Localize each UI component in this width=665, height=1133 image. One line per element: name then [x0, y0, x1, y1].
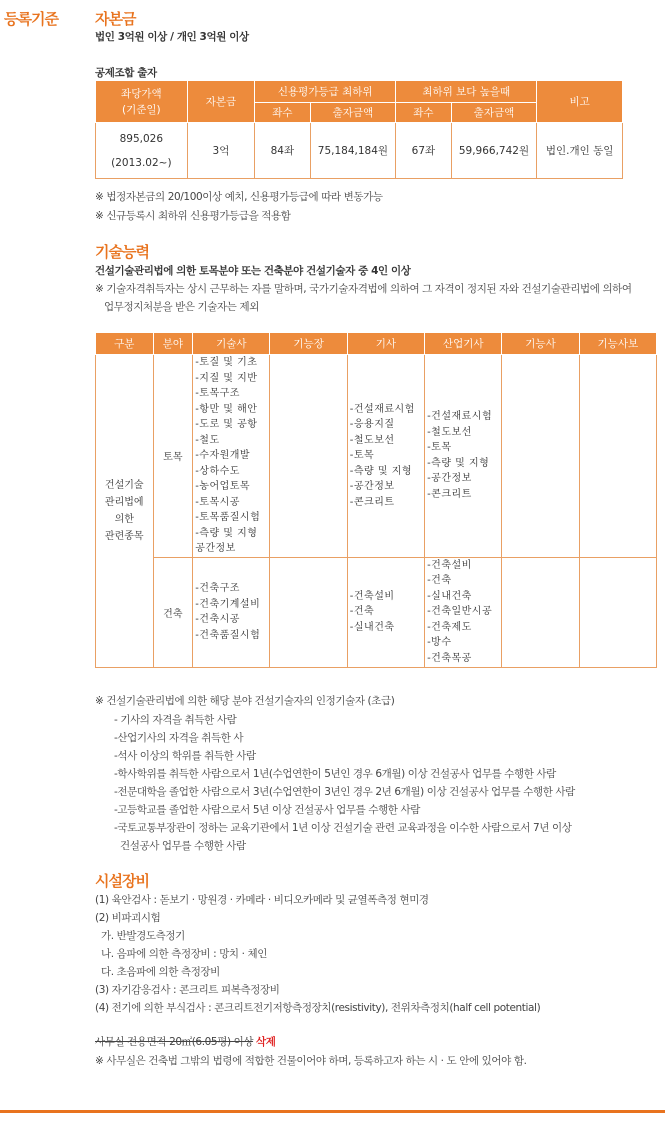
cell-arch-technician: -건축설비 -건축 -실내건축	[347, 557, 424, 667]
th-engineer: 기술사	[193, 333, 270, 355]
page-side-title: 등록기준	[4, 10, 58, 28]
recognition-item-7-cont: 건설공사 업무를 수행한 사람	[120, 840, 246, 852]
equip-item-2c: 다. 초음파에 의한 측정장비	[101, 966, 220, 978]
price-date: (2013.02~)	[111, 156, 172, 169]
header-price: 좌당가액 (기준일)	[96, 81, 188, 123]
capital-title: 자본금	[95, 10, 136, 28]
equip-item-3: (3) 자기감응검사 : 콘크리트 피복측정장비	[95, 984, 280, 996]
header-amount-1: 출자금액	[310, 103, 396, 123]
tech-desc: 건설기술관리법에 의한 토목분야 또는 건축분야 건설기술자 중 4인 이상	[95, 265, 411, 277]
cell-arch-engineer: -건축구조 -건축기계설비 -건축시공 -건축품질시험	[193, 557, 270, 667]
cell-field-civil: 토목	[153, 355, 193, 558]
th-category: 구분	[96, 333, 154, 355]
equip-item-2b: 나. 음파에 의한 측정장비 : 망치 · 체인	[101, 948, 267, 960]
th-field: 분야	[153, 333, 193, 355]
cell-arch-master	[270, 557, 347, 667]
bottom-divider	[0, 1110, 665, 1113]
header-capital: 자본금	[187, 81, 255, 123]
recognition-item-1: - 기사의 자격을 취득한 사람	[114, 714, 237, 726]
cell-civil-engineer: -토질 및 기초 -지질 및 지반 -토목구조 -항만 및 해안 -도로 및 공항 -철도 -수자원개발 -상하수도 -농어업토목 -토목시공 -토목품질시험 -측량 및 지형 공간정보	[193, 355, 270, 558]
header-count-1: 좌수	[255, 103, 310, 123]
cell-category: 건설기술 관리법에 의한 관련종목	[96, 355, 154, 668]
cell-civil-technician: -건설재료시험 -응용지질 -철도보선 -토목 -측량 및 지형 -공간정보 -콘크리트	[347, 355, 424, 558]
cell-arch-assistant	[579, 557, 656, 667]
tech-table	[95, 332, 657, 668]
equip-item-2a: 가. 반발경도측정기	[101, 930, 185, 942]
cell-civil-assistant	[579, 355, 656, 558]
cell-count-2: 67좌	[396, 123, 451, 179]
th-technician: 기사	[347, 333, 424, 355]
cell-civil-craftsman	[502, 355, 579, 558]
recognition-item-4: -학사학위를 취득한 사람으로서 1년(수업연한이 5년인 경우 6개월) 이상 건설공사 업무를 수행한 사람	[114, 768, 556, 780]
th-craftsman: 기능사	[502, 333, 579, 355]
office-deleted-label: 삭제	[256, 1036, 276, 1048]
recognition-item-2: -산업기사의 자격을 취득한 사	[114, 732, 244, 744]
cell-note: 법인.개인 동일	[537, 123, 623, 179]
equip-item-1: (1) 육안검사 : 돋보기 · 망원경 · 카메라 · 비디오카메라 및 균열폭측정 현미경	[95, 894, 429, 906]
office-note: ※ 사무실은 건축법 그밖의 법령에 적합한 건물이어야 하며, 등록하고자 하는 시 · 도 안에 있어야 함.	[95, 1055, 527, 1067]
equip-title: 시설장비	[95, 872, 149, 890]
cell-arch-craftsman	[502, 557, 579, 667]
cell-count-1: 84좌	[255, 123, 310, 179]
th-master: 기능장	[270, 333, 347, 355]
cell-civil-master	[270, 355, 347, 558]
capital-table	[95, 80, 623, 179]
recognition-item-5: -전문대학을 졸업한 사람으로서 3년(수업연한이 3년인 경우 2년 6개월) 이상 건설공사 업무를 수행한 사람	[114, 786, 575, 798]
equip-item-2: (2) 비파괴시험	[95, 912, 161, 924]
th-industrial: 산업기사	[425, 333, 502, 355]
cell-price	[96, 123, 188, 179]
office-requirement	[95, 1034, 276, 1049]
capital-table-caption: 공제조합 출자	[95, 67, 157, 79]
tech-title: 기술능력	[95, 243, 149, 261]
header-count-2: 좌수	[396, 103, 451, 123]
header-lowest-grade: 신용평가등급 최하위	[255, 81, 396, 103]
capital-desc: 법인 3억원 이상 / 개인 3억원 이상	[95, 31, 249, 43]
recognition-item-6: -고등학교를 졸업한 사람으로서 5년 이상 건설공사 업무를 수행한 사람	[114, 804, 420, 816]
capital-note-1: ※ 법정자본금의 20/100이상 예치, 신용평가등급에 따라 변동가능	[95, 191, 383, 203]
equip-item-4: (4) 전기에 의한 부식검사 : 콘크리트전기저항측정장치(resistivity), 전위차측정치(half cell potential)	[95, 1002, 541, 1014]
tech-note-line1: ※ 기술자격취득자는 상시 근무하는 자를 말하며, 국가기술자격법에 의하여 그 자격이 정지된 자와 건설기술관리법에 의하여	[95, 283, 632, 295]
cell-field-arch: 건축	[153, 557, 193, 667]
cell-amount-2: 59,966,742원	[451, 123, 537, 179]
tech-note-line2: 업무정지처분을 받은 기술자는 제외	[104, 301, 259, 313]
capital-note-2: ※ 신규등록시 최하위 신용평가등급을 적용함	[95, 210, 291, 222]
cell-amount-1: 75,184,184원	[310, 123, 396, 179]
th-assistant: 기능사보	[579, 333, 656, 355]
header-note: 비고	[537, 81, 623, 123]
header-amount-2: 출자금액	[451, 103, 537, 123]
cell-capital: 3억	[187, 123, 255, 179]
cell-arch-industrial: -건축설비 -건축 -실내건축 -건축일반시공 -건축제도 -방수 -건축목공	[425, 557, 502, 667]
office-struck-text: 사무실 전용면적 20㎡(6.05평) 이상	[95, 1036, 254, 1048]
cell-civil-industrial: -건설재료시험 -철도보선 -토목 -측량 및 지형 -공간정보 -콘크리트	[425, 355, 502, 558]
header-higher-grade: 최하위 보다 높을때	[396, 81, 537, 103]
recognition-title: ※ 건설기술관리법에 의한 해당 분야 건설기술자의 인정기술자 (초급)	[95, 695, 395, 707]
price-value: 895,026	[119, 132, 164, 145]
recognition-item-3: -석사 이상의 학위를 취득한 사람	[114, 750, 256, 762]
recognition-item-7: -국토교통부장관이 정하는 교육기관에서 1년 이상 건설기술 관련 교육과정을 이수한 사람으로서 7년 이상	[114, 822, 572, 834]
